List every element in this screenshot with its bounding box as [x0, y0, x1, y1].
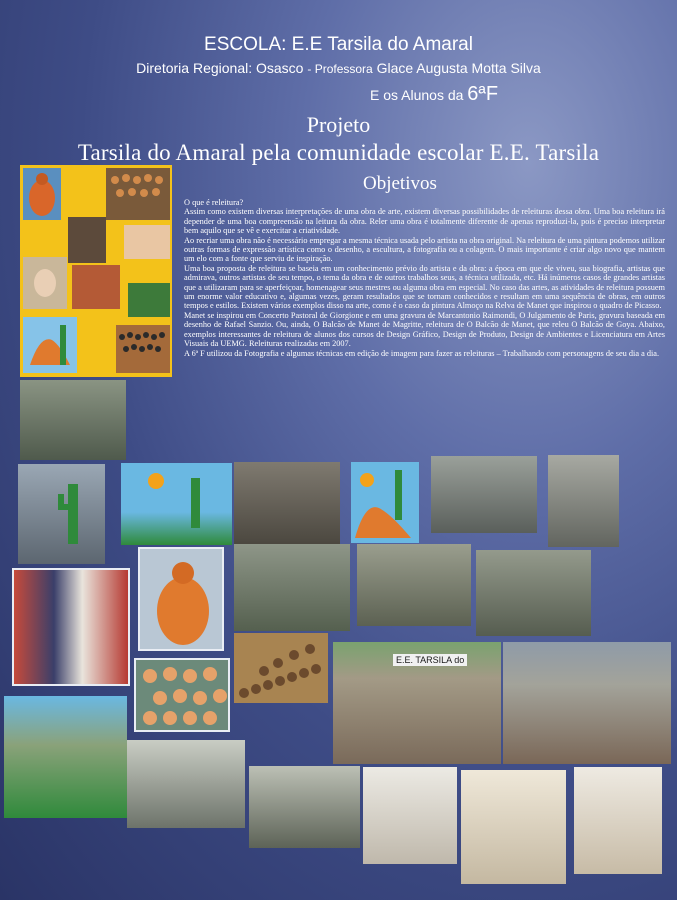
photo-sun-cactus: [121, 463, 232, 545]
paragraph: A 6ª F utilizou da Fotografia e algumas técnicas em edição de imagem para fazer as releituras – Trabalhando com personagens de seu dia a dia.: [184, 348, 660, 358]
paragraph: Assim como existem diversas interpretações de uma obra de arte, existem diversas possibilidades de releituras dessa obra. Uma boa releitura irá depender de uma boa compreensão na leitura da obra. Reler uma obra é totalmente diferente de apenas reproduzi-la, pois é preciso interpretar bem aquilo que se vê e exercitar a criatividade.: [184, 207, 665, 236]
teacher-label: - Professora: [307, 62, 373, 76]
paragraph: Uma boa proposta de releitura se baseia em um conhecimento prévio do artista e da obra: a época em que ele viveu, sua biografia, artistas que admirava, outros artistas de seu tempo, o tema da obra e de outros trabalhos seus, a técnica utilizada, etc. Há inúmeros casos de grandes artistas que a utilizaram para se aperfeiçoar, homenagear seus mestres ou alguma obra em especial. No caso das artes, as atividades de releitura possuem um enorme valor educativo e, algumas vezes, geram resultados que se tornam conhecidos e resultam em uma sequência de obras, em outros tempos e estilos. Existem vários exemplos disso na arte, como é o caso da pintura Almoço na Relva de Manet que inspirou o quadro de Picasso.: [184, 263, 665, 311]
painting-sol-poente: [351, 462, 419, 543]
paragraph: Manet se inspirou em Concerto Pastoral de Giorgione e em uma gravura de Marcantonio Raimondi, O Julgamento de Paris, gravura baseada em desenho de Rafael Sanzio. Ou, ainda, O Balcão de Manet de Magritte, releitura de O Balcão de Manet, que releu O Balcão de Goya. Abaixo, exemplos interessantes de releitura de alunos dos cursos de Design Gráfico, Design de Produto, Design de Ambientes e Licenciatura em Artes Visuais da UEMG. Releituras realizadas em 2007.: [184, 310, 665, 349]
painting-abaporu: [138, 547, 224, 651]
painting-faces-crowd: [234, 633, 328, 703]
class-line: [370, 83, 498, 106]
photo-faces-factory: [503, 642, 671, 764]
cactus-icon: [395, 470, 402, 520]
sketch-portrait-2: [461, 770, 566, 884]
collage-art: [20, 165, 172, 377]
sketch-portrait-color: [574, 767, 662, 874]
directorate-line: [0, 60, 677, 76]
photo-group-steps-2: [357, 544, 471, 626]
school-sign: E.E. TARSILA do: [393, 654, 467, 666]
cactus-icon: [191, 478, 200, 528]
project-title: Tarsila do Amaral pela comunidade escolar E.E. Tarsila: [77, 140, 600, 165]
sketch-portrait-1: [363, 767, 457, 864]
objectives-heading: Objetivos: [363, 173, 437, 194]
photo-girl-closeup-2: [249, 766, 360, 848]
sun-icon: [148, 473, 164, 489]
photo-group-steps-3: [476, 550, 591, 636]
photo-student-stairs: [20, 380, 126, 460]
students-prefix: E os Alunos da: [370, 87, 464, 103]
photo-girl-stripes: [12, 568, 130, 686]
paragraph: Ao recriar uma obra não é necessário empregar a mesma técnica usada pelo artista na obra original. Na releitura de uma pintura podemos utilizar outras formas de expressão artística como o desenho, a escultura, a fotografia ou a colagem. O mais importante é criar algo novo que mantem um elo com a fonte que serviu de inspiração.: [184, 235, 666, 264]
article-text: [184, 198, 665, 358]
project-label: Projeto: [306, 112, 371, 137]
cactus-icon: [18, 464, 105, 564]
photo-group-steps: [234, 544, 350, 631]
photo-girl-portrait: [431, 456, 537, 533]
photo-cactus-wall: [18, 464, 105, 564]
teacher-name: Glace Augusta Motta Silva: [376, 60, 541, 76]
photo-girl-closeup: [127, 740, 245, 828]
directorate: Diretoria Regional: Osasco: [136, 60, 304, 76]
question-heading: O que é releitura?: [184, 198, 244, 207]
sun-icon: [360, 473, 374, 487]
photo-group-outdoors: [4, 696, 127, 818]
painting-operarios-faces: [134, 658, 230, 732]
photo-girl-book: [548, 455, 619, 547]
photo-school-faces-collage: [333, 642, 501, 764]
photo-student-reading: [234, 462, 340, 545]
school-name: ESCOLA: E.E Tarsila do Amaral: [204, 34, 473, 55]
paintings-collage: [20, 165, 172, 377]
class-name: 6ªF: [467, 83, 499, 105]
